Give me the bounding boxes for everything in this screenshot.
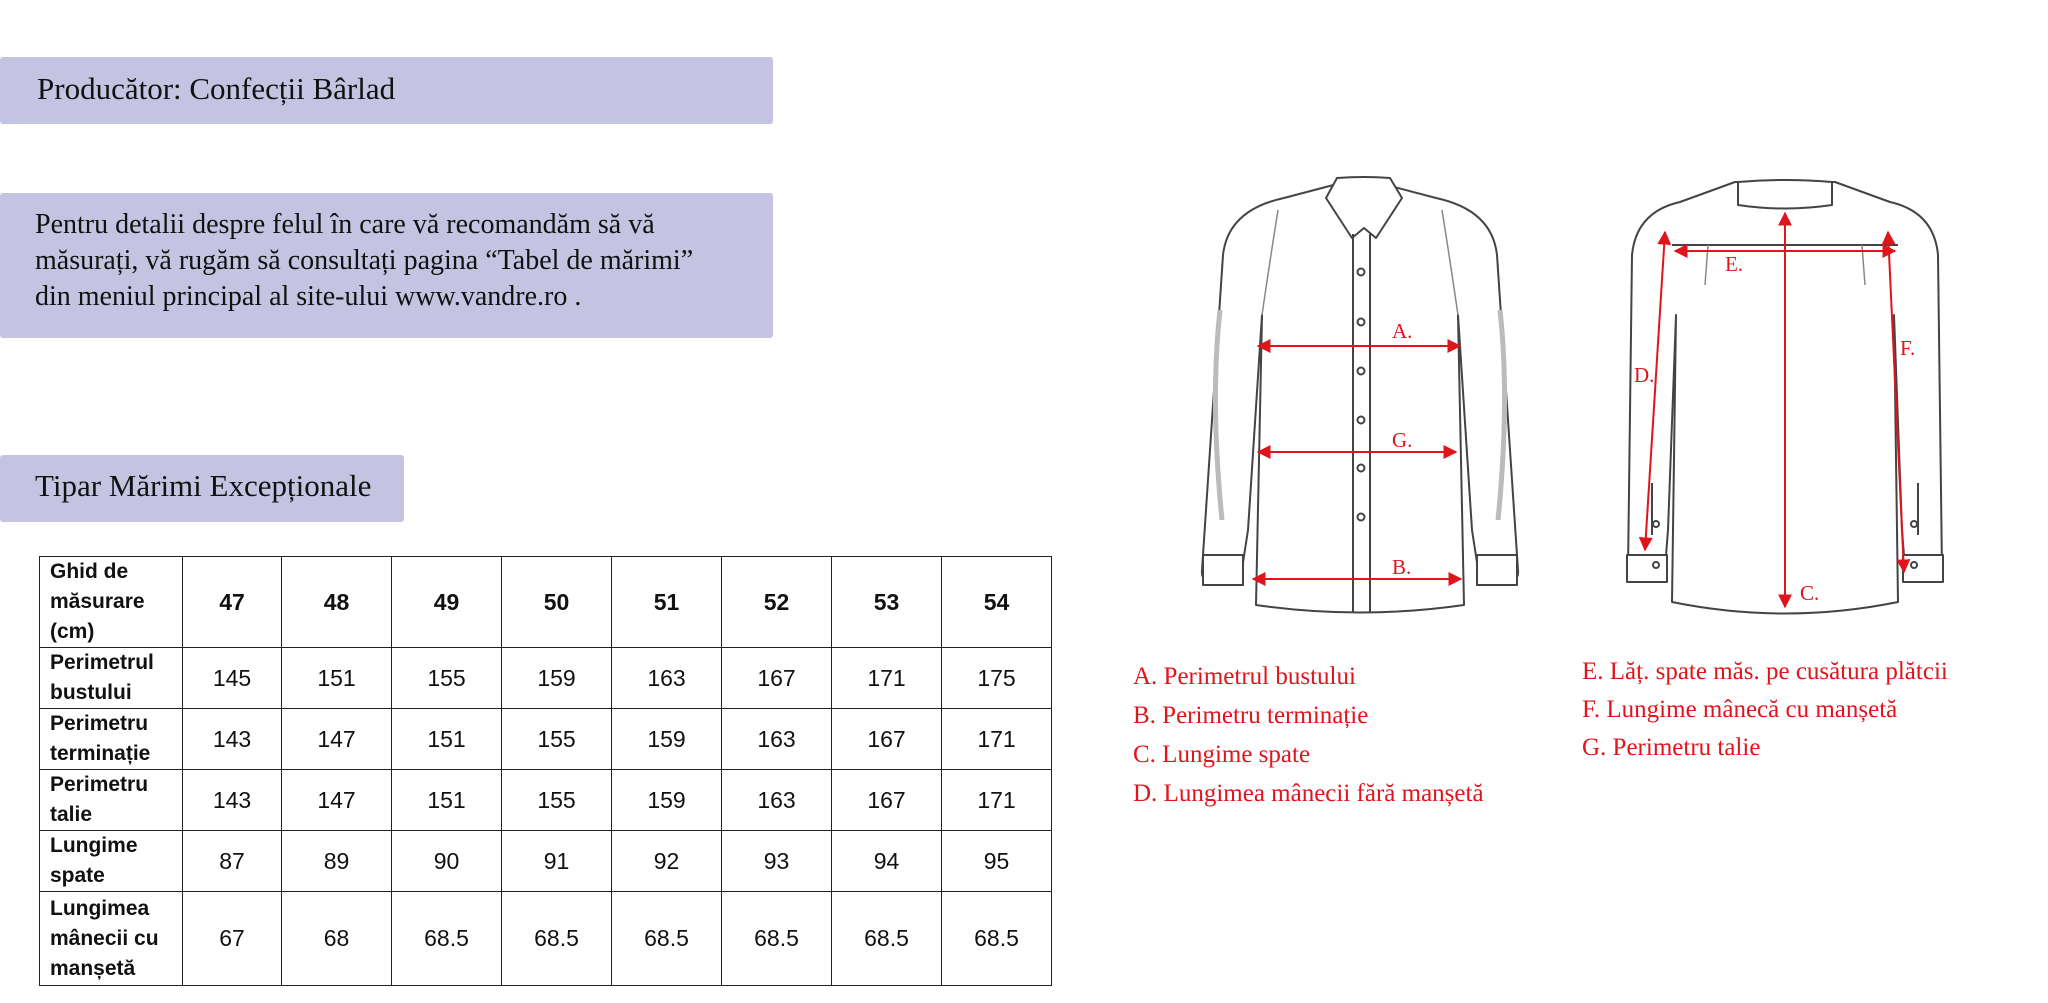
header-label-cell [40,557,183,648]
table-cell: 167 [832,709,942,770]
row-label-line: manșetă [50,956,136,980]
legend-item: E. Lăț. spate măs. pe cusătura plătcii [1582,658,1948,685]
label-e: E. [1725,252,1744,276]
size-header: 53 [832,557,942,648]
label-f: F. [1900,336,1916,360]
back-measurements [1645,213,1904,607]
row-label [40,770,183,831]
row-label [40,892,183,986]
info-line: din meniul principal al site-ului www.vandre.ro . [35,281,582,312]
row-label-line: bustului [50,681,132,704]
legend-item: D. Lungimea mânecii fără manșetă [1133,780,1484,807]
legend-item: C. Lungime spate [1133,741,1311,768]
table-cell: 143 [183,770,282,831]
table-cell: 159 [502,648,612,709]
pattern-title-banner [0,455,404,522]
table-cell: 145 [183,648,282,709]
table-cell: 163 [722,709,832,770]
table-cell: 68.5 [612,892,722,986]
label-b: B. [1392,555,1412,579]
shirt-front-drawing [1202,177,1518,613]
table-cell: 163 [722,770,832,831]
table-cell: 91 [502,831,612,892]
table-cell: 175 [942,648,1052,709]
row-label [40,831,183,892]
table-cell: 68.5 [392,892,502,986]
table-cell: 167 [832,770,942,831]
legend-item: B. Perimetru terminație [1133,702,1369,729]
table-row [40,709,1052,770]
row-label [40,709,183,770]
label-a: A. [1392,319,1413,343]
table-cell: 67 [183,892,282,986]
table-cell: 155 [502,709,612,770]
row-label-line: terminație [50,742,151,765]
size-chart-table [39,556,1052,986]
label-c: C. [1800,581,1820,605]
size-header: 47 [183,557,282,648]
size-header: 48 [282,557,392,648]
table-cell: 147 [282,709,392,770]
table-row [40,770,1052,831]
legend-item: G. Perimetru talie [1582,734,1761,761]
table-cell: 171 [942,770,1052,831]
legend-left [1133,657,1484,813]
table-cell: 68.5 [502,892,612,986]
table-cell: 163 [612,648,722,709]
row-label-line: Lungimea [50,896,150,920]
legend-right [1582,653,1948,767]
table-cell: 151 [392,770,502,831]
table-cell: 89 [282,831,392,892]
table-header-row [40,557,1052,648]
label-d: D. [1634,363,1655,387]
header-label-line: (cm) [50,620,95,643]
table-cell: 95 [942,831,1052,892]
table-cell: 94 [832,831,942,892]
table-cell: 167 [722,648,832,709]
header-label-line: măsurare [50,590,145,613]
size-header: 50 [502,557,612,648]
size-header: 51 [612,557,722,648]
table-cell: 68.5 [942,892,1052,986]
table-cell: 159 [612,709,722,770]
header-label-line: Ghid de [50,560,129,583]
table-cell: 92 [612,831,722,892]
info-banner [0,193,773,338]
table-cell: 68 [282,892,392,986]
row-label-line: Perimetru [50,712,149,735]
row-label-line: talie [50,803,93,826]
label-g-front: G. [1392,428,1413,452]
table-row [40,648,1052,709]
producer-text: Producător: Confecții Bârlad [37,71,396,106]
pattern-title: Tipar Mărimi Excepționale [35,468,372,503]
table-row [40,831,1052,892]
table-cell: 171 [942,709,1052,770]
table-cell: 151 [392,709,502,770]
legend-item: F. Lungime mânecă cu manșetă [1582,696,1898,723]
table-cell: 155 [392,648,502,709]
row-label [40,648,183,709]
shirt-diagrams [1150,150,2010,630]
front-measurements [1253,346,1461,579]
producer-banner [0,57,773,124]
legend-item: A. Perimetrul bustului [1133,663,1356,690]
size-header: 54 [942,557,1052,648]
table-cell: 93 [722,831,832,892]
table-cell: 151 [282,648,392,709]
table-cell: 87 [183,831,282,892]
row-label-line: spate [50,864,105,887]
table-cell: 90 [392,831,502,892]
table-cell: 171 [832,648,942,709]
table-cell: 147 [282,770,392,831]
info-line: măsurați, vă rugăm să consultați pagina “Tabel de mărimi” [35,245,694,276]
row-label-line: Perimetrul [50,651,154,674]
table-cell: 68.5 [722,892,832,986]
row-label-line: mânecii cu [50,926,159,950]
size-header: 52 [722,557,832,648]
table-cell: 68.5 [832,892,942,986]
info-line: Pentru detalii despre felul în care vă recomandăm să vă [35,209,655,240]
row-label-line: Lungime [50,834,138,857]
table-cell: 159 [612,770,722,831]
row-label-line: Perimetru [50,773,149,796]
table-cell: 155 [502,770,612,831]
table-cell: 143 [183,709,282,770]
table-row [40,892,1052,986]
size-header: 49 [392,557,502,648]
